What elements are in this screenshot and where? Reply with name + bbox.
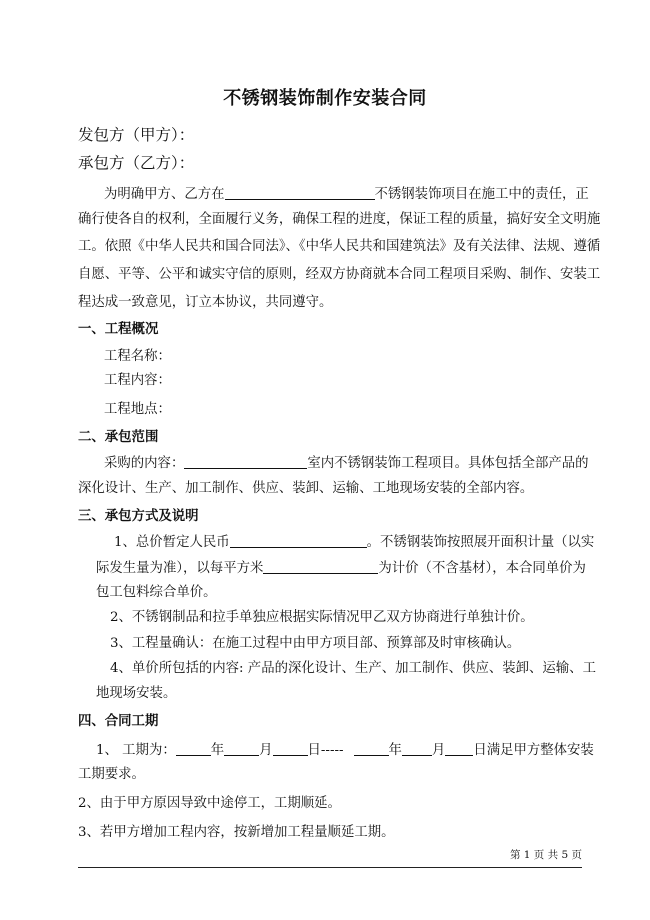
project-location-label: 工程地点： xyxy=(104,402,171,417)
scope-line-2: 深化设计、生产、加工制作、供应、装卸、运输、工地现场安装的全部内容。 xyxy=(78,481,534,496)
section-1-heading: 一、工程概况 xyxy=(78,321,159,337)
clause-4-2: 2、由于甲方原因导致中途停工，工期顺延。 xyxy=(78,796,341,811)
start-day-label: 日 xyxy=(307,743,321,758)
duration-suffix: 日满足甲方整体安装 xyxy=(473,743,594,758)
clause-3-2: 2、不锈钢制品和拉手单独应根据实际情况甲乙双方协商进行单独计价。 xyxy=(110,610,534,625)
clause-4-3: 3、若甲方增加工程内容，按新增加工程量顺延工期。 xyxy=(78,825,395,840)
clause-3-1-line-2 xyxy=(96,560,586,575)
clause-3-4-line-2: 地现场安装。 xyxy=(96,686,177,701)
section-4-heading: 四、合同工期 xyxy=(78,713,159,729)
footer-rule xyxy=(78,867,582,868)
scope-line-1a: 采购的内容： xyxy=(104,456,185,471)
project-content-label: 工程内容： xyxy=(104,373,171,388)
purchase-content-blank xyxy=(184,455,307,469)
clause-3-1a: 1、总价暂定人民币 xyxy=(114,535,230,550)
document-title: 不锈钢装饰制作安装合同 xyxy=(223,88,427,109)
party-a-label: 发包方（甲方）： xyxy=(78,126,195,144)
end-year-label: 年 xyxy=(388,743,402,758)
start-day-blank xyxy=(273,742,308,756)
party-b-label: 承包方（乙方）： xyxy=(78,154,195,172)
scope-line-1 xyxy=(104,455,589,470)
scope-line-1b: 室内不锈钢装饰工程项目。具体包括全部产品的 xyxy=(307,456,589,471)
clause-3-3: 3、工程量确认：在施工过程中由甲方项目部、预算部及时审核确认。 xyxy=(110,636,521,651)
clause-3-4-line-1: 4、单价所包括的内容: 产品的深化设计、生产、加工制作、供应、装卸、运输、工 xyxy=(110,661,596,676)
end-year-blank xyxy=(354,742,389,756)
page-number: 第 1 页 共 5 页 xyxy=(509,849,582,861)
intro-line-1 xyxy=(104,186,589,201)
clause-3-1-line-1 xyxy=(114,534,594,549)
total-price-blank xyxy=(230,534,367,548)
start-month-label: 月 xyxy=(259,743,273,758)
project-name-blank xyxy=(225,186,375,200)
start-year-blank xyxy=(176,742,211,756)
project-name-label: 工程名称： xyxy=(104,349,171,364)
section-2-heading: 二、承包范围 xyxy=(78,429,159,445)
clause-3-1d: 为计价（不含基材），本合同单价为 xyxy=(378,561,586,576)
intro-line-1a: 为明确甲方、乙方在 xyxy=(104,187,225,202)
intro-line-4: 自愿、平等、公平和诚实守信的原则，经双方协商就本合同工程项目采购、制作、安装工 xyxy=(78,267,601,282)
duration-line-2: 工期要求。 xyxy=(78,767,145,782)
clause-3-1b: 。不锈钢装饰按照展开面积计量（以实 xyxy=(366,535,595,550)
unit-price-blank xyxy=(263,560,378,574)
section-3-heading: 三、承包方式及说明 xyxy=(78,508,199,524)
start-year-label: 年 xyxy=(210,743,225,758)
date-range-dash: ----- xyxy=(320,743,344,758)
intro-line-2: 确行使各自的权利，全面履行义务，确保工程的进度，保证工程的质量，搞好安全文明施 xyxy=(78,212,601,227)
intro-line-3: 工。依照《中华人民共和国合同法》、《中华人民共和国建筑法》及有关法律、法规、遵循 xyxy=(78,239,601,254)
start-month-blank xyxy=(224,742,259,756)
intro-line-1b: 不锈钢装饰项目在施工中的责任，正 xyxy=(374,187,589,202)
duration-line-1 xyxy=(96,742,594,757)
intro-line-5: 程达成一致意见，订立本协议，共同遵守。 xyxy=(78,295,333,310)
end-day-blank xyxy=(445,742,473,756)
end-month-label: 月 xyxy=(431,743,446,758)
clause-3-1-line-3: 包工包料综合单价。 xyxy=(96,585,217,600)
duration-prefix: 1、 工期为： xyxy=(96,743,176,758)
clause-3-1c: 际发生量为准），以每平方米 xyxy=(96,561,264,576)
end-month-blank xyxy=(402,742,432,756)
